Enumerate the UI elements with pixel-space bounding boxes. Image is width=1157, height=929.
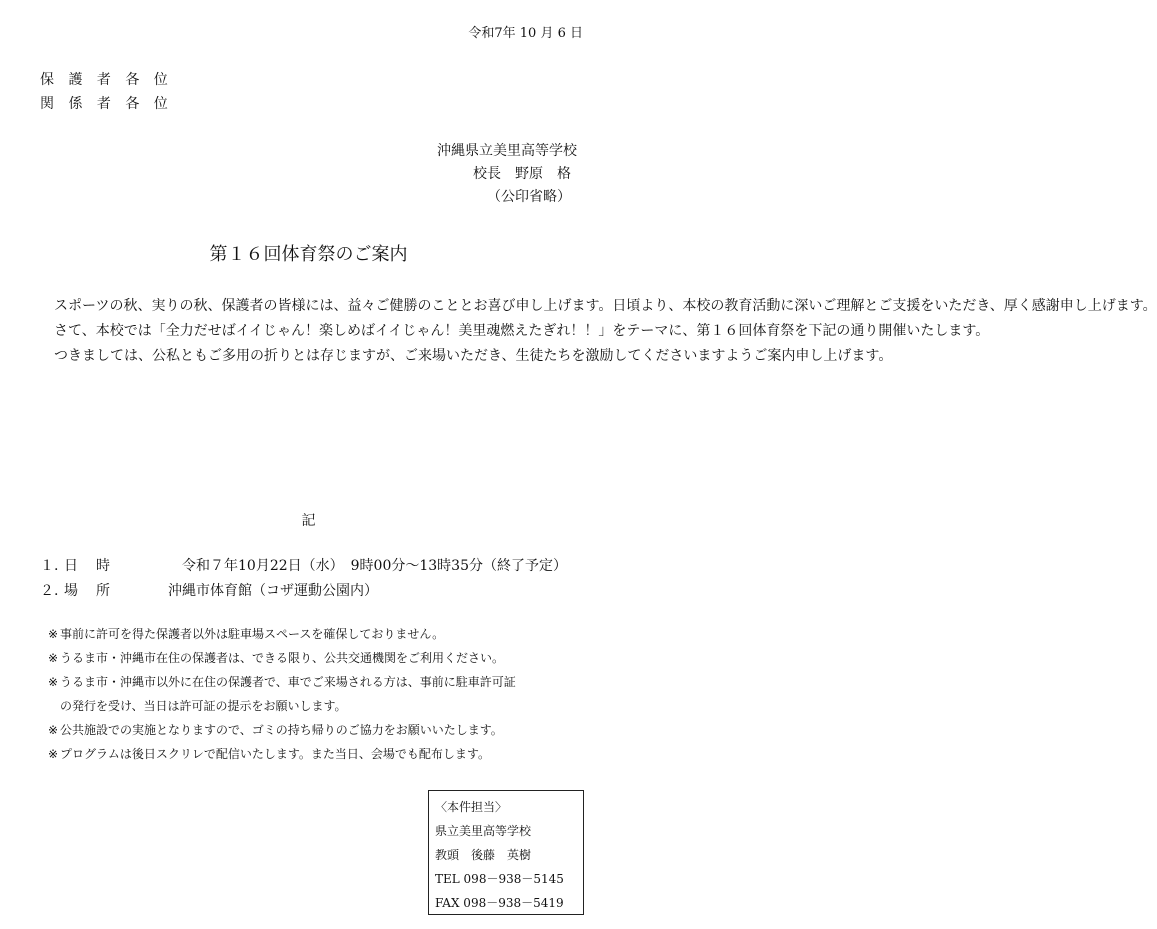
contact-heading: 〈本件担当〉 xyxy=(435,800,508,814)
note-mark: ※ xyxy=(48,651,59,665)
body-paragraph: つきましては、公私ともご多用の折りとは存じますが、ご来場いただき、生徒たちを激励してくださいますようご案内申し上げます。 xyxy=(54,348,893,364)
recipients xyxy=(40,68,173,116)
note-item xyxy=(48,622,516,646)
recipient-guardians: 保 護 者 各 位 xyxy=(40,72,173,88)
contact-person: 教頭 後藤 英樹 xyxy=(435,848,532,862)
note-text-continued: の発行を受け、当日は許可証の提示をお願いします。 xyxy=(60,699,347,713)
note-item xyxy=(48,670,516,694)
note-mark: ※ xyxy=(48,723,59,737)
contact-fax: FAX 098－938－5419 xyxy=(435,896,564,910)
note-mark: ※ xyxy=(48,627,59,641)
body-paragraph: スポーツの秋、実りの秋、保護者の皆様には、益々ご健勝のこととお喜び申し上げます。日頃より、本校の教育活動に深いご理解とご支援をいただき、厚く感謝申し上げます。 xyxy=(54,298,1157,314)
issue-date: 令和7年 10 月 6 日 xyxy=(468,26,583,41)
sender-principal: 校長 野原 格 xyxy=(473,166,571,182)
note-mark: ※ xyxy=(48,747,59,761)
contact-tel: TEL 098－938－5145 xyxy=(435,872,564,886)
sender xyxy=(437,140,577,209)
note-text: うるま市・沖縄市在住の保護者は、できる限り、公共交通機関をご利用ください。 xyxy=(60,651,505,665)
detail-value: 沖縄市体育館（コザ運動公園内） xyxy=(168,583,378,599)
body-paragraph: さて、本校では「全力だせばイイじゃん！楽しめばイイじゃん！美里魂燃えたぎれ！！」をテーマに、第１６回体育祭を下記の通り開催いたします。 xyxy=(54,323,990,339)
note-text: プログラムは後日スクリレで配信いたします。また当日、会場でも配布します。 xyxy=(60,747,490,761)
document-title: 第１６回体育祭のご案内 xyxy=(209,244,408,265)
detail-venue xyxy=(40,579,567,604)
sender-seal-note: （公印省略） xyxy=(487,189,571,205)
notes xyxy=(48,622,516,766)
detail-label: 場 所 xyxy=(64,583,112,599)
detail-number: ２. xyxy=(40,583,59,599)
detail-label: 日 時 xyxy=(64,558,112,574)
note-item xyxy=(48,718,516,742)
note-text: うるま市・沖縄市以外に在住の保護者で、車でご来場される方は、事前に駐車許可証 xyxy=(60,675,516,689)
body-text xyxy=(40,294,1157,369)
note-text: 公共施設での実施となりますので、ゴミの持ち帰りのご協力をお願いいたします。 xyxy=(60,723,503,737)
ki-heading: 記 xyxy=(301,513,316,529)
contact-box xyxy=(428,790,584,915)
detail-datetime xyxy=(40,554,567,579)
detail-number: １. xyxy=(40,558,59,574)
recipient-related-parties: 関 係 者 各 位 xyxy=(40,96,173,112)
note-mark: ※ xyxy=(48,675,59,689)
note-text: 事前に許可を得た保護者以外は駐車場スペースを確保しておりません。 xyxy=(60,627,445,641)
contact-school: 県立美里高等学校 xyxy=(435,824,532,838)
event-details xyxy=(40,554,567,604)
note-item xyxy=(48,646,516,670)
detail-value: 令和７年10月22日（水） 9時00分～13時35分（終了予定） xyxy=(182,558,567,574)
note-item xyxy=(48,742,516,766)
sender-school: 沖縄県立美里高等学校 xyxy=(437,143,577,159)
